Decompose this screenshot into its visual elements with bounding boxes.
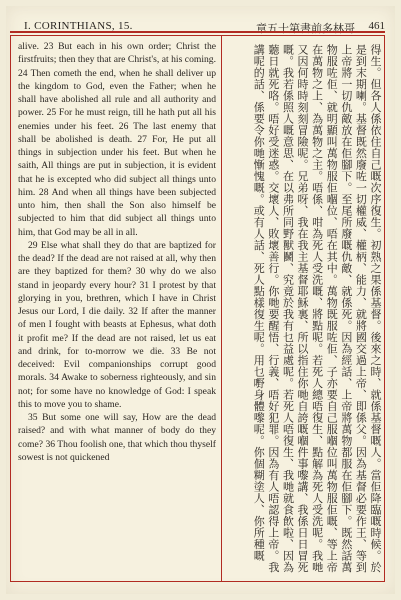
english-paragraph: alive. 23 But each in his own order; Christ the firstfruits; then they that are Christ's, at his coming. 24 Then cometh the end, when he shall deliver up the kingdom to God, even the Father; when he shall have abolished all rule and all authority and power. 25 For he must reign, till he hath put all his enemies under his feet. 26 The last enemy that shall be abolished is death. 27 For, He put all things in subjection under his feet. But when he saith, All things are put in subjection, it is evident that he is excepted who did subject all things unto him. 28 And when all things have been subjected unto him, then shall the Son also himself be subjected to him that did subject all things unto him, that God may be all in all. [18, 41, 216, 238]
header-rule-thick [10, 31, 385, 33]
page-number: 461 [368, 20, 385, 32]
chinese-text-column: 得生。但各人係依住自己嘅次序復生。初熟之果係基督。後來之時、就係基督嘅人。當佢降臨嘅時候。於是到末期喇。基督既然廢咗一切權威、權柄、能力、就將國交過上帝、即係父。因為基督必要作王、等到上帝將一切仇敵放在佢腳下。至尾所廢嘅仇敵、就係死。因為經話、上帝將萬物都服在佢腳下。既然話萬物服咗佢、就明顯叫萬物服佢嗰位、唔在其中。萬物既服咗佢、子亦要自己服嗰位叫萬物服佢嘅、等上帝在萬物之上、為萬物之主。唔係、咁為死人受洗嘅、將點呢。若死人總唔復生、點解為死人受洗呢。我哋又因何時時刻刻冒險呢。兄弟呀、我在我主基督耶穌裏、所以指住你哋自誇嘅嗰件事嚟講、我係日日冒死嘅。我若係照人嘅意思、在以弗所同野獸鬭、究竟於我有乜益處呢。若死人唔復生、我哋就食飲啦、因為聽日就死咯。唔好受迷惑。交壞人、敗壞善行。你哋要醒悟、行義、唔好犯罪。因為有人唔認得上帝。我講呢的話、係要令你哋慚愧嘅。或有人話、死人點樣復生呢。用乜嘢身體嚟呢。你個糊塗人、你所種嘅 [252, 44, 382, 573]
chinese-chapter-heading: 章五十第書前多林哥 [256, 23, 355, 35]
english-paragraph: 29 Else what shall they do that are baptized for the dead? If the dead are not raised at all, why then are they baptized for them? 30 why do we also stand in jeopardy every hour? 31 I protest by that glorying in you, brethren, which I have in Christ Jesus our Lord, I die daily. 32 If after the manner of men I fought with beasts at Ephesus, what doth it profit me? If the dead are not raised, let us eat and drink, for to-morrow we die. 33 Be not deceived: Evil companionships corrupt good morals. 34 Awake to soberness righteously, and sin not; for some have no knowledge of God: I speak this to move you to shame. [18, 239, 216, 410]
book-chapter-heading: I. CORINTHIANS, 15. [24, 20, 133, 32]
english-text-column [18, 40, 216, 580]
column-divider [221, 36, 222, 582]
english-paragraph: 35 But some one will say, How are the dead raised? and with what manner of body do they come? 36 Thou foolish one, that which thou thyself sowest is not quickened [18, 412, 216, 463]
